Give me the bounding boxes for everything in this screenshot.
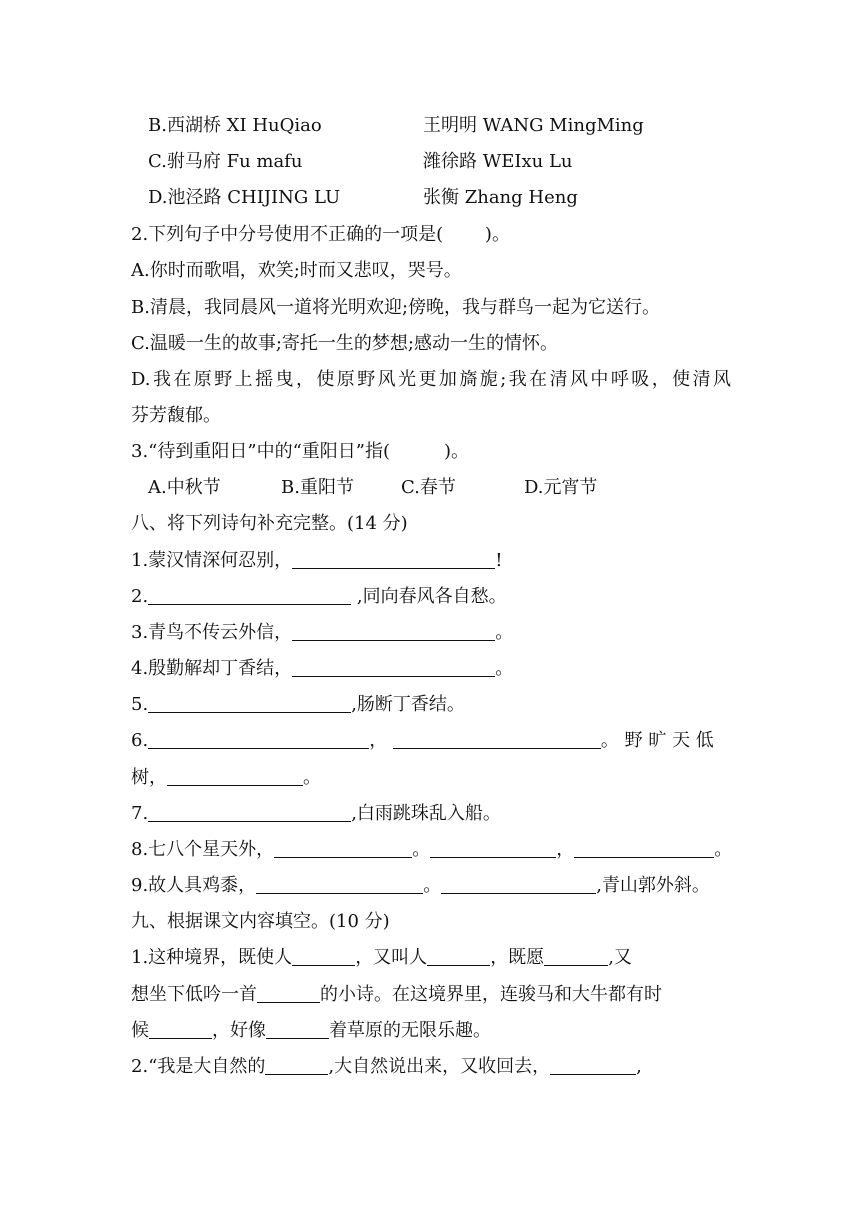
item-text: ,青山郭外斜。 xyxy=(596,875,710,896)
answer-blank[interactable] xyxy=(574,835,714,858)
answer-blank[interactable] xyxy=(430,835,556,858)
answer-blank[interactable] xyxy=(292,618,495,641)
item-text: 4.殷勤解却丁香结， xyxy=(131,658,293,679)
q1-option-row xyxy=(131,108,731,144)
item-text: 。 xyxy=(303,767,321,788)
answer-blank[interactable] xyxy=(274,835,412,858)
item-text: 6. xyxy=(131,730,149,751)
answer-blank[interactable] xyxy=(292,943,355,966)
answer-blank[interactable] xyxy=(393,726,601,749)
fill-item-2 xyxy=(131,1049,731,1085)
item-text: 。 xyxy=(495,622,514,643)
q3-option-a: A.中秋节 xyxy=(148,477,221,498)
item-text: ,同向春风各自愁。 xyxy=(351,586,507,607)
item-text: , xyxy=(636,1056,642,1077)
answer-blank[interactable] xyxy=(441,871,596,894)
answer-blank[interactable] xyxy=(149,1016,212,1039)
answer-blank[interactable] xyxy=(148,799,351,822)
fill-item-1-line-2 xyxy=(131,977,731,1013)
q3-option-c: C.春节 xyxy=(401,477,456,498)
q1-option-right: 潍徐路 WEIxu Lu xyxy=(423,151,573,172)
q2-option-b: B.清晨，我同晨风一道将光明欢迎;傍晚，我与群鸟一起为它送行。 xyxy=(131,297,661,318)
poem-item-5 xyxy=(131,687,731,723)
q1-option-right: 张衡 Zhang Heng xyxy=(423,187,578,208)
answer-blank[interactable] xyxy=(544,943,608,966)
item-text: 8.七八个星天外， xyxy=(131,839,275,860)
poem-item-4 xyxy=(131,651,731,687)
item-text: ， xyxy=(556,839,575,860)
q1-option-left: B.西湖桥 XI HuQiao xyxy=(148,115,322,136)
poem-item-9 xyxy=(131,868,731,904)
q2-option-d: D.我在原野上摇曳，使原野风光更加旖旎;我在清风中呼吸，使清风 xyxy=(131,369,731,390)
item-text: ，既愿 xyxy=(490,947,545,968)
item-text: ,白雨跳珠乱入船。 xyxy=(351,803,501,824)
item-text: ，好像 xyxy=(212,1020,266,1041)
item-text: 5. xyxy=(131,694,149,715)
answer-blank[interactable] xyxy=(148,690,351,713)
q1-option-right: 王明明 WANG MingMing xyxy=(423,115,644,136)
item-text: 2.“我是大自然的 xyxy=(131,1056,266,1077)
item-text: 着草原的无限乐趣。 xyxy=(329,1020,491,1041)
item-text: ， xyxy=(369,730,393,751)
q1-option-left: D.池泾路 CHIJING LU xyxy=(148,187,341,208)
poem-item-7 xyxy=(131,796,731,832)
item-text: 7. xyxy=(131,803,149,824)
fill-item-1-line-3 xyxy=(131,1013,731,1049)
item-text: 。 xyxy=(412,839,431,860)
fill-item-1 xyxy=(131,940,731,976)
q3-stem: 3.“待到重阳日”中的“重阳日”指( )。 xyxy=(131,441,470,462)
q2-option-a: A.你时而歌唱，欢笑;时而又悲叹，哭号。 xyxy=(131,260,462,281)
q2-stem: 2.下列句子中分号使用不正确的一项是( )。 xyxy=(131,224,510,245)
item-text: 。 xyxy=(495,658,514,679)
q3-option-b: B.重阳节 xyxy=(281,477,354,498)
item-text: 1.这种境界，既使人 xyxy=(131,947,293,968)
poem-item-1 xyxy=(131,543,731,579)
item-text: ，又叫人 xyxy=(355,947,428,968)
q3-option-d: D.元宵节 xyxy=(524,477,598,498)
answer-blank[interactable] xyxy=(292,546,495,569)
answer-blank[interactable] xyxy=(265,1052,328,1075)
q3-options xyxy=(131,470,731,506)
q2-option-d-continued: 芬芳馥郁。 xyxy=(131,405,221,426)
item-text: ,大自然说出来，又收回去， xyxy=(328,1056,551,1077)
answer-blank[interactable] xyxy=(292,654,495,677)
q1-option-row xyxy=(131,180,731,216)
item-text: 想坐下低吟一首 xyxy=(131,984,257,1005)
answer-blank[interactable] xyxy=(167,763,303,786)
item-text: 的小诗。在这境界里，连骏马和大牛都有时 xyxy=(320,984,662,1005)
answer-blank[interactable] xyxy=(266,1016,329,1039)
answer-blank[interactable] xyxy=(257,980,320,1003)
poem-item-3 xyxy=(131,615,731,651)
poem-item-2 xyxy=(131,579,731,615)
answer-blank[interactable] xyxy=(550,1052,636,1075)
q1-option-row xyxy=(131,144,731,180)
q1-option-left: C.驸马府 Fu mafu xyxy=(148,151,303,172)
item-text: 。 野 旷 天 低 xyxy=(600,730,714,751)
section-9-heading: 九、根据课文内容填空。(10 分) xyxy=(131,911,390,932)
item-text: 。 xyxy=(423,875,442,896)
item-text: ,肠断丁香结。 xyxy=(351,694,465,715)
poem-item-6-continued xyxy=(131,760,731,796)
q2-option-c: C.温暖一生的故事;寄托一生的梦想;感动一生的情怀。 xyxy=(131,333,558,354)
item-text: ! xyxy=(495,550,503,571)
poem-item-8 xyxy=(131,832,731,868)
section-8-heading: 八、将下列诗句补充完整。(14 分) xyxy=(131,513,408,534)
item-text: 树， xyxy=(131,767,167,788)
poem-item-6 xyxy=(131,723,731,759)
item-text: 候 xyxy=(131,1020,149,1041)
item-text: 9.故人具鸡黍， xyxy=(131,875,257,896)
item-text: 1.蒙汉情深何忍别， xyxy=(131,550,293,571)
answer-blank[interactable] xyxy=(256,871,423,894)
item-text: 。 xyxy=(714,839,733,860)
answer-blank[interactable] xyxy=(148,726,369,749)
answer-blank[interactable] xyxy=(148,582,351,605)
item-text: 2. xyxy=(131,586,149,607)
item-text: 3.青鸟不传云外信， xyxy=(131,622,293,643)
answer-blank[interactable] xyxy=(427,943,490,966)
item-text: ,又 xyxy=(608,947,632,968)
